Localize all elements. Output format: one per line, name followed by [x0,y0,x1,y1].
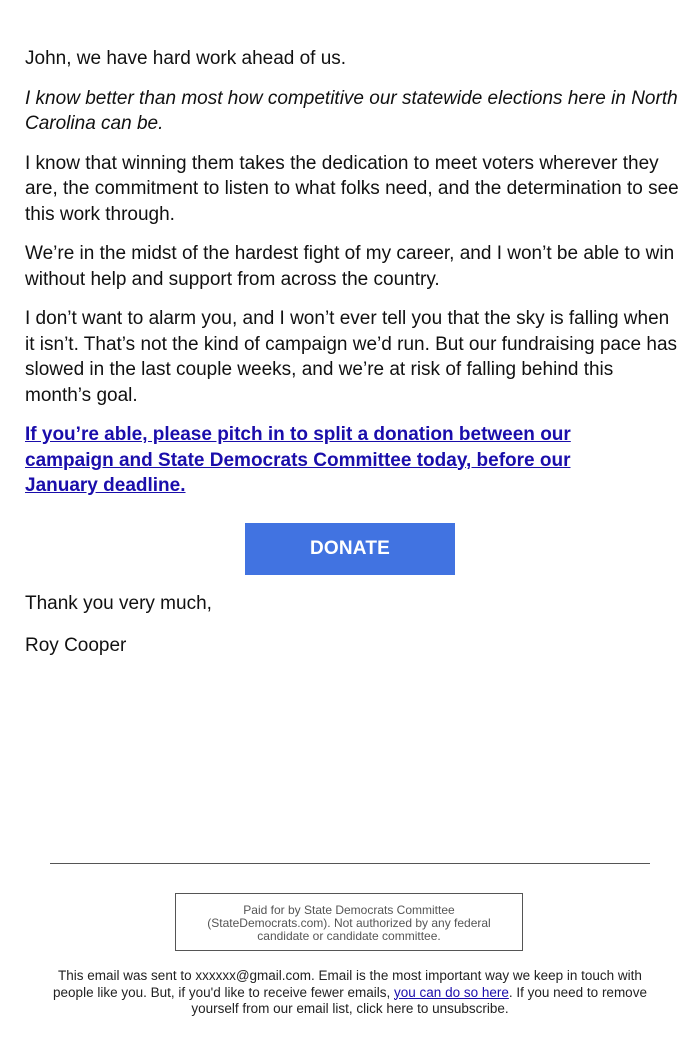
italic-paragraph: I know better than most how competitive our statewide elections here in North Carolina can be. [25,87,678,134]
body-paragraph-2: We’re in the midst of the hardest fight of my career, and I won’t be able to win without help and support from across the country. [25,243,675,290]
donation-cta-link[interactable]: If you’re able, please pitch in to split a donation between our campaign and State Democrats Committee today, before our January deadline. [25,424,571,496]
greeting-paragraph: John, we have hard work ahead of us. [25,48,347,69]
donate-button-container [25,523,675,575]
donate-button[interactable]: DONATE [245,523,455,575]
email-body [25,46,680,676]
email-footer-notice [40,968,660,1018]
footer-notice-text: This email was sent to xxxxxx@gmail.com. Email is the most important way we keep in touch with people like you. But, if you'd like to receive fewer emails, [53,968,642,1000]
footer-unsubscribe-text: . If you need to remove yourself from our email list, click here to unsubscribe. [191,984,647,1016]
paid-for-disclaimer: Paid for by State Democrats Committee (StateDemocrats.com). Not authorized by any federal candidate or candidate committee. [175,893,523,951]
signature: Roy Cooper [25,635,127,656]
fewer-emails-link[interactable]: you can do so here [394,984,509,1000]
body-paragraph-3: I don’t want to alarm you, and I won’t ever tell you that the sky is falling when it isn’t. That’s not the kind of campaign we’d run. But our fundraising pace has slowed in the last couple weeks, and we’re at risk of falling behind this month’s goal. [25,308,678,406]
footer-divider [50,863,650,864]
signoff: Thank you very much, [25,592,212,614]
body-paragraph-1: I know that winning them takes the dedication to meet voters wherever they are, the commitment to listen to what folks need, and the determination to see this work through. [25,152,679,225]
